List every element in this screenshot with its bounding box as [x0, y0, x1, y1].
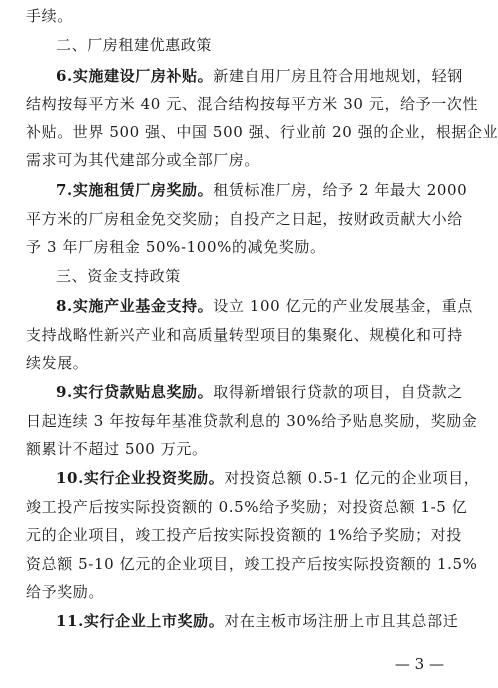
item-10-line-2: 竣工投产后按实际投资额的 0.5%给予奖励；对投资总额 1-5 亿: [26, 498, 468, 516]
item-10-line-1: [56, 468, 480, 488]
section-heading-funding-policy: 三、资金支持政策: [56, 267, 181, 285]
item-8-line-3: 续发展。: [26, 354, 89, 372]
item-6-text: 新建自用厂房且符合用地规划，轻钢: [213, 67, 463, 85]
item-9-text: 取得新增银行贷款的项目，自贷款之: [213, 383, 463, 401]
page-number: — 3 —: [394, 655, 444, 673]
item-10-line-4: 资总额 5-10 亿元的企业项目，竣工投产后按实际投资额的 1.5%: [26, 555, 478, 573]
item-7-text: 租赁标准厂房，给予 2 年最大 2000: [213, 181, 468, 199]
item-10-line-5: 给予奖励。: [26, 583, 105, 601]
item-6-title: 6.实施建设厂房补贴。: [56, 67, 214, 85]
item-10-title: 10.实行企业投资奖励。: [56, 469, 225, 487]
item-11-text: 对在主板市场注册上市且其总部迁: [224, 612, 459, 630]
item-7-title: 7.实施租赁厂房奖励。: [56, 181, 214, 199]
item-7-line-2: 平方米的厂房租金免交奖励；自投产之日起，按财政贡献大小给: [26, 210, 463, 228]
item-7-line-1: [56, 180, 468, 200]
item-8-text: 设立 100 亿元的产业发展基金，重点: [213, 297, 473, 315]
item-9-line-3: 额累计不超过 500 万元。: [26, 440, 208, 458]
item-8-line-2: 支持战略性新兴产业和高质量转型项目的集聚化、规模化和可持: [26, 326, 463, 344]
item-9-title: 9.实行贷款贴息奖励。: [56, 383, 214, 401]
paragraph-continuation: 手续。: [26, 7, 73, 25]
item-8-title: 8.实施产业基金支持。: [56, 297, 214, 315]
item-8-line-1: [56, 296, 473, 316]
item-11-title: 11.实行企业上市奖励。: [56, 612, 225, 630]
item-11-line-1: [56, 611, 459, 631]
item-7-line-3: 予 3 年厂房租金 50%-100%的减免奖励。: [26, 238, 326, 256]
item-10-text: 对投资总额 0.5-1 亿元的企业项目，: [224, 469, 480, 487]
item-10-line-3: 元的企业项目，竣工投产后按实际投资额的 1%给予奖励；对投: [26, 526, 462, 544]
item-6-line-2: 结构按每平方米 40 元、混合结构按每平方米 30 元，给予一次性: [26, 95, 479, 113]
item-6-line-1: [56, 66, 463, 86]
section-heading-factory-policy: 二、厂房租建优惠政策: [56, 36, 213, 54]
item-9-line-1: [56, 382, 463, 402]
item-9-line-2: 日起连续 3 年按每年基准贷款利息的 30%给予贴息奖励，奖励金: [26, 412, 478, 430]
item-6-line-3: 补贴。世界 500 强、中国 500 强、行业前 20 强的企业，根据企业: [26, 123, 498, 141]
item-6-line-4: 需求可为其代建部分或全部厂房。: [26, 151, 261, 169]
